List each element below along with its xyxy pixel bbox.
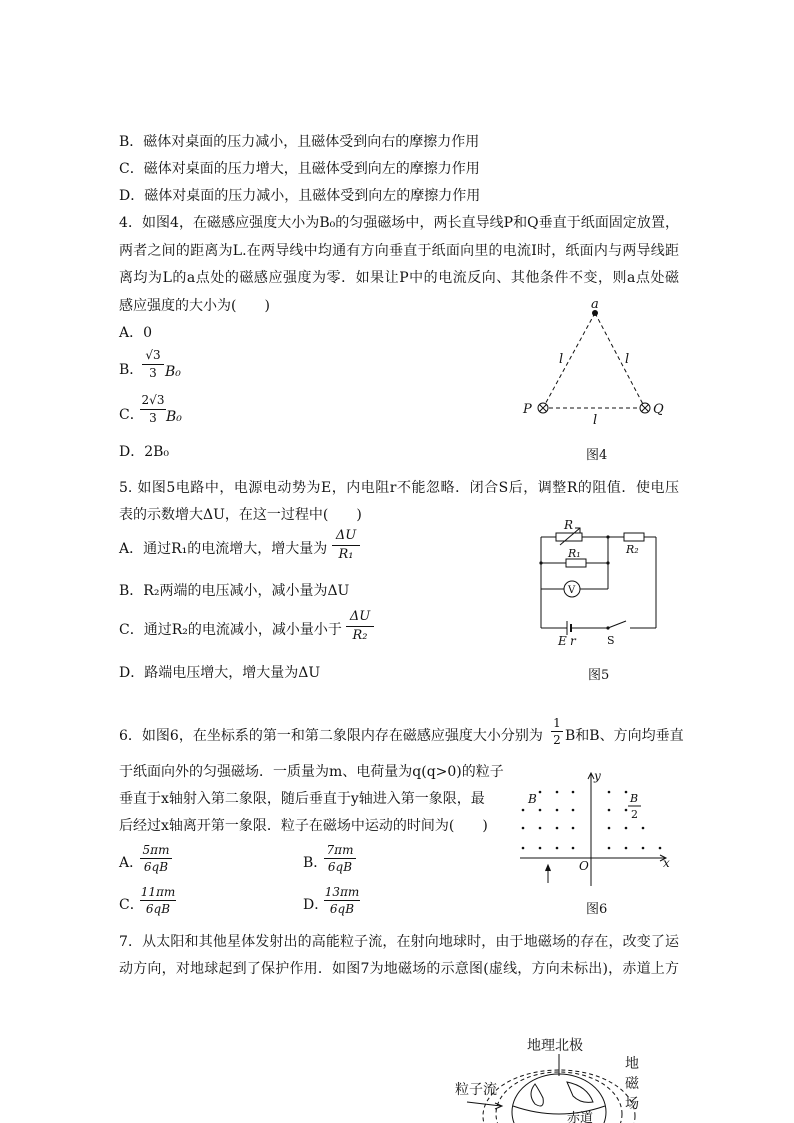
q6-option-a-denominator: 6qB bbox=[143, 860, 169, 874]
q4-stem-line2: 两者之间的距离为L.在两导线中均通有方向垂直于纸面向里的电流I时，纸面内与两导线距 bbox=[119, 243, 679, 259]
q6-option-d-fraction bbox=[324, 886, 360, 916]
q6-stem-line1-post: B和B、方向均垂直 bbox=[565, 728, 684, 744]
field-right-denominator: 2 bbox=[631, 808, 638, 821]
figure-7-geomagnetic-diagram bbox=[455, 1032, 655, 1123]
figure-5-caption: 图5 bbox=[588, 668, 610, 683]
q5-option-c-fraction bbox=[346, 610, 374, 642]
q4-option-b-numerator: √3 bbox=[145, 348, 161, 362]
label-r1: R₁ bbox=[568, 547, 581, 560]
particle-stream-label: 粒子流 bbox=[455, 1082, 497, 1098]
particle-stream-arrow bbox=[467, 1102, 501, 1106]
field-label-1: 地 bbox=[625, 1056, 639, 1072]
q3-option-d: D．磁体对桌面的压力减小，且磁体受到向左的摩擦力作用 bbox=[119, 188, 481, 204]
q6-option-b-fraction bbox=[324, 844, 356, 874]
q6-option-a-fraction bbox=[140, 844, 172, 874]
q6-option-c-denominator: 6qB bbox=[145, 902, 171, 916]
q6-option-a-label: A． bbox=[119, 855, 144, 871]
axis-y-label: y bbox=[594, 769, 601, 783]
voltmeter-icon: V bbox=[568, 585, 576, 596]
q6-half-denominator: 2 bbox=[553, 733, 561, 747]
q4-option-c-denominator: 3 bbox=[149, 411, 157, 425]
label-side-right: l bbox=[625, 352, 630, 367]
q5-option-c-numerator: ΔU bbox=[349, 609, 371, 624]
axis-x-label: x bbox=[663, 856, 670, 870]
figure-6-caption: 图6 bbox=[586, 902, 608, 917]
q6-option-d-label: D． bbox=[303, 897, 329, 913]
q5-option-d: D．路端电压增大，增大量为ΔU bbox=[119, 665, 321, 681]
q5-option-a-numerator: ΔU bbox=[335, 528, 357, 543]
label-switch: S bbox=[607, 634, 615, 647]
q5-option-b: B．R₂两端的电压减小，减小量为ΔU bbox=[119, 583, 350, 599]
q7-stem-line2: 动方向，对地球起到了保护作用．如图7为地磁场的示意图(虚线，方向未标出)，赤道上方 bbox=[119, 961, 679, 977]
q6-option-b-numerator: 7πm bbox=[326, 843, 354, 857]
q6-stem-line1-pre: 6．如图6，在坐标系的第一和第二象限内存在磁感应强度大小分别为 bbox=[119, 728, 543, 744]
q4-option-c-fraction bbox=[140, 394, 166, 424]
q5-option-a-text: A．通过R₁的电流增大，增大量为 bbox=[119, 541, 328, 557]
q5-option-c-denominator: R₂ bbox=[352, 628, 368, 643]
q5-option-a-fraction bbox=[332, 529, 360, 561]
q5-stem-line1: 5. 如图5电路中，电源电动势为E，内电阻r不能忽略．闭合S后，调整R的阻值．使电压 bbox=[119, 480, 679, 496]
q4-option-a: A．0 bbox=[119, 325, 153, 341]
equator-label: 赤道 bbox=[567, 1111, 594, 1123]
q6-option-d-numerator: 13πm bbox=[324, 885, 360, 899]
label-a: a bbox=[591, 300, 599, 312]
label-q: Q bbox=[653, 402, 664, 417]
figure-4-caption: 图4 bbox=[586, 448, 608, 463]
q6-half-numerator: 1 bbox=[553, 716, 561, 730]
q5-option-c-text: C．通过R₂的电流减小，减小量小于 bbox=[119, 622, 342, 638]
north-pole-label: 地理北极 bbox=[527, 1038, 583, 1054]
q4-stem-line3: 离均为L的a点处的磁感应强度为零．如果让P中的电流反向、其他条件不变，则a点处磁 bbox=[119, 270, 679, 286]
q4-option-b-unit: B₀ bbox=[165, 364, 181, 380]
q4-stem-line1: 4．如图4，在磁感应强度大小为B₀的匀强磁场中，两长直导线P和Q垂直于纸面固定放置， bbox=[119, 215, 679, 231]
label-side-left: l bbox=[559, 352, 564, 367]
q5-stem-line2: 表的示数增大ΔU，在这一过程中( ) bbox=[119, 507, 362, 523]
q6-option-c-fraction bbox=[140, 886, 176, 916]
label-p: P bbox=[523, 402, 532, 417]
q6-option-b-denominator: 6qB bbox=[327, 860, 353, 874]
q6-option-d-denominator: 6qB bbox=[329, 902, 355, 916]
q3-option-b: B．磁体对桌面的压力减小，且磁体受到向右的摩擦力作用 bbox=[119, 134, 480, 150]
q6-half-fraction bbox=[551, 717, 563, 747]
q6-option-b-label: B． bbox=[303, 855, 328, 871]
q6-stem-line2: 于纸面向外的匀强磁场．一质量为m、电荷量为q(q>0)的粒子 bbox=[119, 764, 504, 780]
q7-stem-line1: 7．从太阳和其他星体发射出的高能粒子流，在射向地球时，由于地磁场的存在，改变了运 bbox=[119, 934, 679, 950]
q4-option-b-fraction bbox=[142, 349, 164, 379]
q4-option-b-label: B． bbox=[119, 362, 144, 378]
q4-option-d: D．2B₀ bbox=[119, 444, 170, 460]
label-side-bottom: l bbox=[593, 413, 598, 425]
field-label-3: 场 bbox=[625, 1096, 639, 1112]
q3-option-c: C．磁体对桌面的压力增大，且磁体受到向左的摩擦力作用 bbox=[119, 161, 480, 177]
q6-stem-line4: 后经过x轴离开第一象限．粒子在磁场中运动的时间为( ) bbox=[119, 818, 488, 834]
field-label-2: 磁 bbox=[625, 1076, 639, 1092]
figure-4-diagram bbox=[515, 300, 675, 425]
q4-option-b-denominator: 3 bbox=[149, 366, 157, 380]
label-internal-r: r bbox=[570, 634, 576, 647]
q6-stem-line3: 垂直于x轴射入第二象限，随后垂直于y轴进入第一象限，最 bbox=[119, 791, 485, 807]
q4-option-c-label: C． bbox=[119, 407, 144, 423]
q4-option-c-numerator: 2√3 bbox=[141, 393, 165, 407]
q6-option-a-numerator: 5πm bbox=[142, 843, 170, 857]
field-right-numerator: B bbox=[630, 792, 639, 805]
q6-option-c-numerator: 11πm bbox=[140, 885, 176, 899]
q4-option-c-unit: B₀ bbox=[166, 409, 182, 425]
figure-6-field-diagram bbox=[515, 768, 675, 888]
q6-option-c-label: C． bbox=[119, 897, 144, 913]
label-r: R bbox=[564, 518, 574, 532]
figure-5-circuit bbox=[530, 515, 665, 647]
label-emf: E bbox=[558, 634, 567, 647]
q4-stem-line4: 感应强度的大小为( ) bbox=[119, 298, 270, 314]
label-r2: R₂ bbox=[626, 543, 639, 556]
q5-option-a-denominator: R₁ bbox=[338, 547, 354, 562]
origin-label: O bbox=[579, 859, 589, 873]
field-left-label: B bbox=[528, 792, 537, 806]
